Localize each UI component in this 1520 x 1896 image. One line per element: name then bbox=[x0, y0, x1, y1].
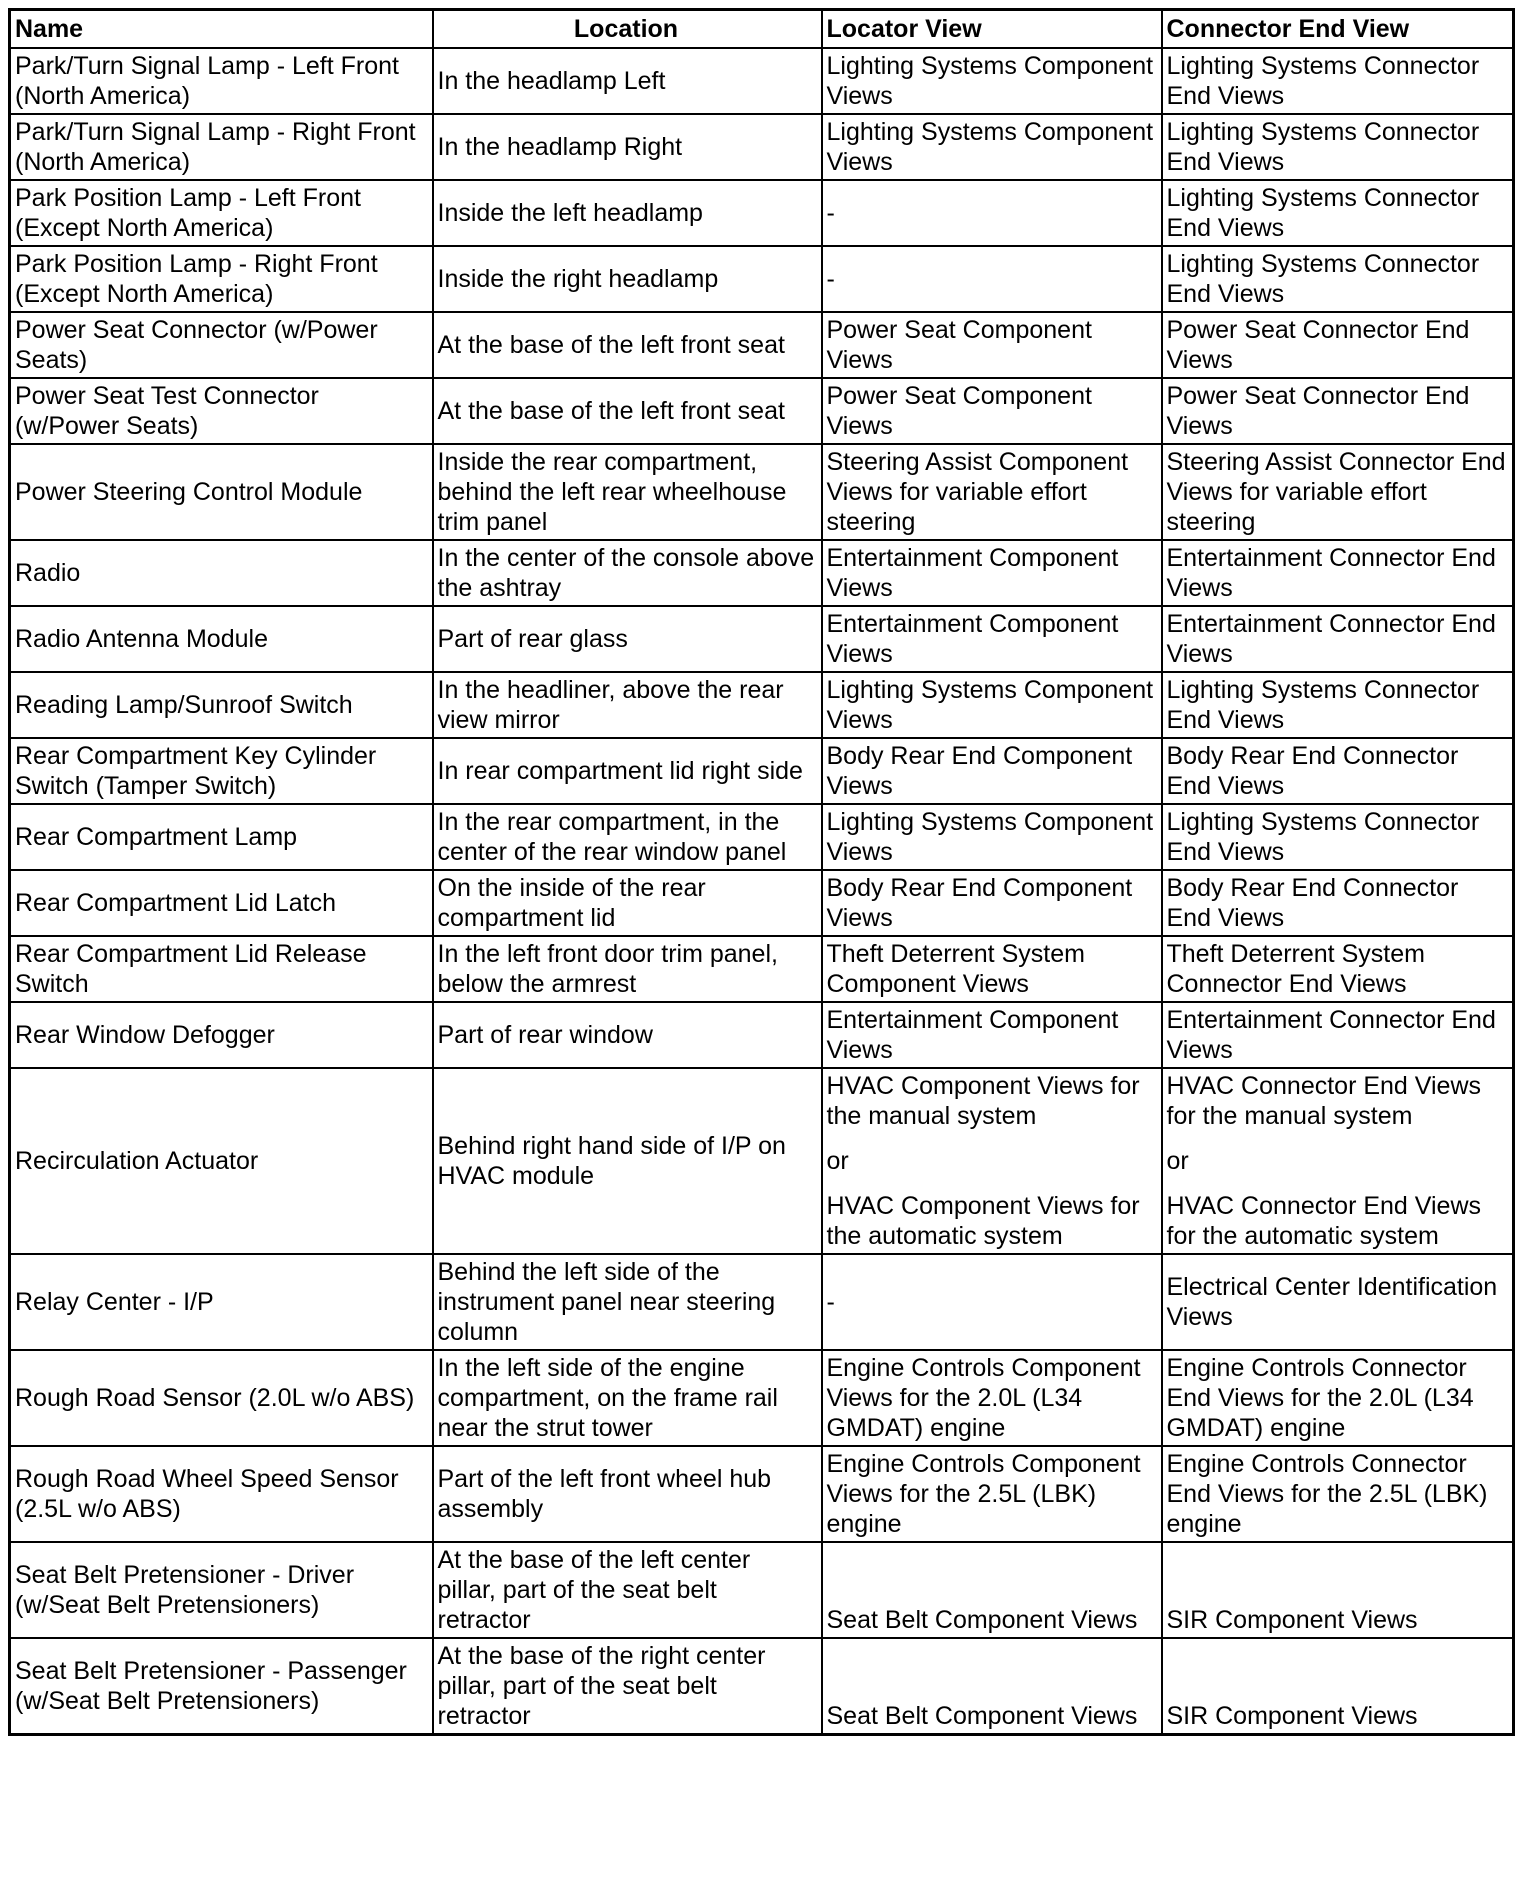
connector-view-option-manual: HVAC Connector End Views for the manual system bbox=[1166, 1072, 1482, 1130]
table-row bbox=[10, 312, 1514, 378]
cell-name: Rough Road Sensor (2.0L w/o ABS) bbox=[10, 1350, 433, 1446]
cell-location: In the center of the console above the ashtray bbox=[433, 540, 822, 606]
cell-locator-view: - bbox=[822, 1254, 1162, 1350]
cell-name: Seat Belt Pretensioner - Passenger (w/Seat Belt Pretensioners) bbox=[10, 1638, 433, 1735]
table-row bbox=[10, 1002, 1514, 1068]
cell-connector-end-view: Power Seat Connector End Views bbox=[1162, 312, 1514, 378]
cell-connector-end-view: SIR Component Views bbox=[1162, 1542, 1514, 1638]
cell-locator-view: Seat Belt Component Views bbox=[822, 1638, 1162, 1735]
cell-name: Park/Turn Signal Lamp - Right Front (North America) bbox=[10, 114, 433, 180]
cell-connector-end-view: Entertainment Connector End Views bbox=[1162, 1002, 1514, 1068]
cell-location: In rear compartment lid right side bbox=[433, 738, 822, 804]
cell-location: Part of rear glass bbox=[433, 606, 822, 672]
cell-connector-end-view: Lighting Systems Connector End Views bbox=[1162, 672, 1514, 738]
cell-location: In the headlamp Right bbox=[433, 114, 822, 180]
connector-view-or-text: or bbox=[1166, 1147, 1189, 1175]
cell-name: Power Steering Control Module bbox=[10, 444, 433, 540]
cell-connector-end-view: Entertainment Connector End Views bbox=[1162, 540, 1514, 606]
cell-name: Rough Road Wheel Speed Sensor (2.5L w/o ABS) bbox=[10, 1446, 433, 1542]
cell-locator-view: - bbox=[822, 246, 1162, 312]
cell-name: Recirculation Actuator bbox=[10, 1068, 433, 1254]
cell-location: In the left side of the engine compartment, on the frame rail near the strut tower bbox=[433, 1350, 822, 1446]
table-row bbox=[10, 180, 1514, 246]
locator-view-option-automatic: HVAC Component Views for the automatic system bbox=[826, 1192, 1140, 1250]
cell-location: Part of rear window bbox=[433, 1002, 822, 1068]
cell-locator-view: Lighting Systems Component Views bbox=[822, 114, 1162, 180]
cell-connector-end-view: Theft Deterrent System Connector End Views bbox=[1162, 936, 1514, 1002]
table-row bbox=[10, 114, 1514, 180]
cell-location: At the base of the right center pillar, part of the seat belt retractor bbox=[433, 1638, 822, 1735]
cell-locator-view: Entertainment Component Views bbox=[822, 606, 1162, 672]
table-row bbox=[10, 444, 1514, 540]
component-locator-table-sheet bbox=[8, 8, 1512, 1736]
cell-location: In the left front door trim panel, below the armrest bbox=[433, 936, 822, 1002]
header-locator-view: Locator View bbox=[822, 10, 1162, 49]
table-row bbox=[10, 1068, 1514, 1254]
cell-location: Inside the right headlamp bbox=[433, 246, 822, 312]
cell-locator-view: Entertainment Component Views bbox=[822, 1002, 1162, 1068]
cell-location: In the rear compartment, in the center of the rear window panel bbox=[433, 804, 822, 870]
cell-name: Park Position Lamp - Right Front (Except North America) bbox=[10, 246, 433, 312]
cell-connector-end-view: Lighting Systems Connector End Views bbox=[1162, 804, 1514, 870]
locator-view-or-text: or bbox=[826, 1147, 849, 1175]
connector-view-option-automatic: HVAC Connector End Views for the automatic system bbox=[1166, 1192, 1482, 1250]
cell-location: In the headliner, above the rear view mirror bbox=[433, 672, 822, 738]
component-locator-table bbox=[8, 8, 1515, 1736]
table-row bbox=[10, 246, 1514, 312]
cell-location: Behind right hand side of I/P on HVAC module bbox=[433, 1068, 822, 1254]
cell-locator-view: Lighting Systems Component Views bbox=[822, 672, 1162, 738]
table-row bbox=[10, 540, 1514, 606]
table-row bbox=[10, 606, 1514, 672]
cell-location: Inside the left headlamp bbox=[433, 180, 822, 246]
table-row bbox=[10, 672, 1514, 738]
cell-location: At the base of the left front seat bbox=[433, 378, 822, 444]
cell-connector-end-view: Engine Controls Connector End Views for the 2.5L (LBK) engine bbox=[1162, 1446, 1514, 1542]
cell-location: At the base of the left center pillar, part of the seat belt retractor bbox=[433, 1542, 822, 1638]
cell-connector-end-view: Entertainment Connector End Views bbox=[1162, 606, 1514, 672]
cell-locator-view: Lighting Systems Component Views bbox=[822, 48, 1162, 114]
cell-name: Power Seat Test Connector (w/Power Seats) bbox=[10, 378, 433, 444]
table-row bbox=[10, 1254, 1514, 1350]
table-row bbox=[10, 738, 1514, 804]
table-row bbox=[10, 1350, 1514, 1446]
table-row bbox=[10, 1446, 1514, 1542]
table-row bbox=[10, 48, 1514, 114]
cell-connector-end-view: Electrical Center Identification Views bbox=[1162, 1254, 1514, 1350]
cell-connector-end-view: Body Rear End Connector End Views bbox=[1162, 738, 1514, 804]
cell-name: Rear Compartment Lid Latch bbox=[10, 870, 433, 936]
cell-connector-end-view: Body Rear End Connector End Views bbox=[1162, 870, 1514, 936]
cell-name: Radio Antenna Module bbox=[10, 606, 433, 672]
cell-locator-view: Engine Controls Component Views for the 2.5L (LBK) engine bbox=[822, 1446, 1162, 1542]
cell-location: On the inside of the rear compartment lid bbox=[433, 870, 822, 936]
cell-locator-view: Seat Belt Component Views bbox=[822, 1542, 1162, 1638]
table-row bbox=[10, 1638, 1514, 1735]
cell-locator-view: Entertainment Component Views bbox=[822, 540, 1162, 606]
cell-connector-end-view: Steering Assist Connector End Views for variable effort steering bbox=[1162, 444, 1514, 540]
cell-name: Rear Compartment Key Cylinder Switch (Tamper Switch) bbox=[10, 738, 433, 804]
cell-locator-view: Lighting Systems Component Views bbox=[822, 804, 1162, 870]
cell-name: Seat Belt Pretensioner - Driver (w/Seat Belt Pretensioners) bbox=[10, 1542, 433, 1638]
cell-connector-end-view bbox=[1162, 1068, 1514, 1254]
cell-locator-view: Body Rear End Component Views bbox=[822, 870, 1162, 936]
table-row bbox=[10, 936, 1514, 1002]
table-row bbox=[10, 1542, 1514, 1638]
cell-location: At the base of the left front seat bbox=[433, 312, 822, 378]
locator-view-option-manual: HVAC Component Views for the manual system bbox=[826, 1072, 1140, 1130]
table-row bbox=[10, 870, 1514, 936]
cell-location: Part of the left front wheel hub assembly bbox=[433, 1446, 822, 1542]
cell-location: Inside the rear compartment, behind the left rear wheelhouse trim panel bbox=[433, 444, 822, 540]
table-row bbox=[10, 378, 1514, 444]
header-name: Name bbox=[10, 10, 433, 49]
cell-locator-view: Power Seat Component Views bbox=[822, 312, 1162, 378]
cell-connector-end-view: Lighting Systems Connector End Views bbox=[1162, 48, 1514, 114]
header-location: Location bbox=[433, 10, 822, 49]
cell-name: Park Position Lamp - Left Front (Except North America) bbox=[10, 180, 433, 246]
cell-connector-end-view: Lighting Systems Connector End Views bbox=[1162, 114, 1514, 180]
cell-locator-view: Power Seat Component Views bbox=[822, 378, 1162, 444]
cell-connector-end-view: Engine Controls Connector End Views for the 2.0L (L34 GMDAT) engine bbox=[1162, 1350, 1514, 1446]
header-connector-end-view: Connector End View bbox=[1162, 10, 1514, 49]
cell-locator-view: Theft Deterrent System Component Views bbox=[822, 936, 1162, 1002]
cell-locator-view: - bbox=[822, 180, 1162, 246]
cell-name: Relay Center - I/P bbox=[10, 1254, 433, 1350]
cell-location: In the headlamp Left bbox=[433, 48, 822, 114]
cell-connector-end-view: SIR Component Views bbox=[1162, 1638, 1514, 1735]
cell-name: Power Seat Connector (w/Power Seats) bbox=[10, 312, 433, 378]
cell-locator-view bbox=[822, 1068, 1162, 1254]
cell-locator-view: Engine Controls Component Views for the 2.0L (L34 GMDAT) engine bbox=[822, 1350, 1162, 1446]
cell-connector-end-view: Power Seat Connector End Views bbox=[1162, 378, 1514, 444]
cell-name: Radio bbox=[10, 540, 433, 606]
cell-name: Rear Compartment Lamp bbox=[10, 804, 433, 870]
cell-name: Rear Window Defogger bbox=[10, 1002, 433, 1068]
cell-locator-view: Body Rear End Component Views bbox=[822, 738, 1162, 804]
cell-connector-end-view: Lighting Systems Connector End Views bbox=[1162, 180, 1514, 246]
cell-name: Rear Compartment Lid Release Switch bbox=[10, 936, 433, 1002]
cell-name: Reading Lamp/Sunroof Switch bbox=[10, 672, 433, 738]
cell-location: Behind the left side of the instrument panel near steering column bbox=[433, 1254, 822, 1350]
header-row bbox=[10, 10, 1514, 49]
table-row bbox=[10, 804, 1514, 870]
cell-locator-view: Steering Assist Component Views for variable effort steering bbox=[822, 444, 1162, 540]
cell-name: Park/Turn Signal Lamp - Left Front (North America) bbox=[10, 48, 433, 114]
cell-connector-end-view: Lighting Systems Connector End Views bbox=[1162, 246, 1514, 312]
